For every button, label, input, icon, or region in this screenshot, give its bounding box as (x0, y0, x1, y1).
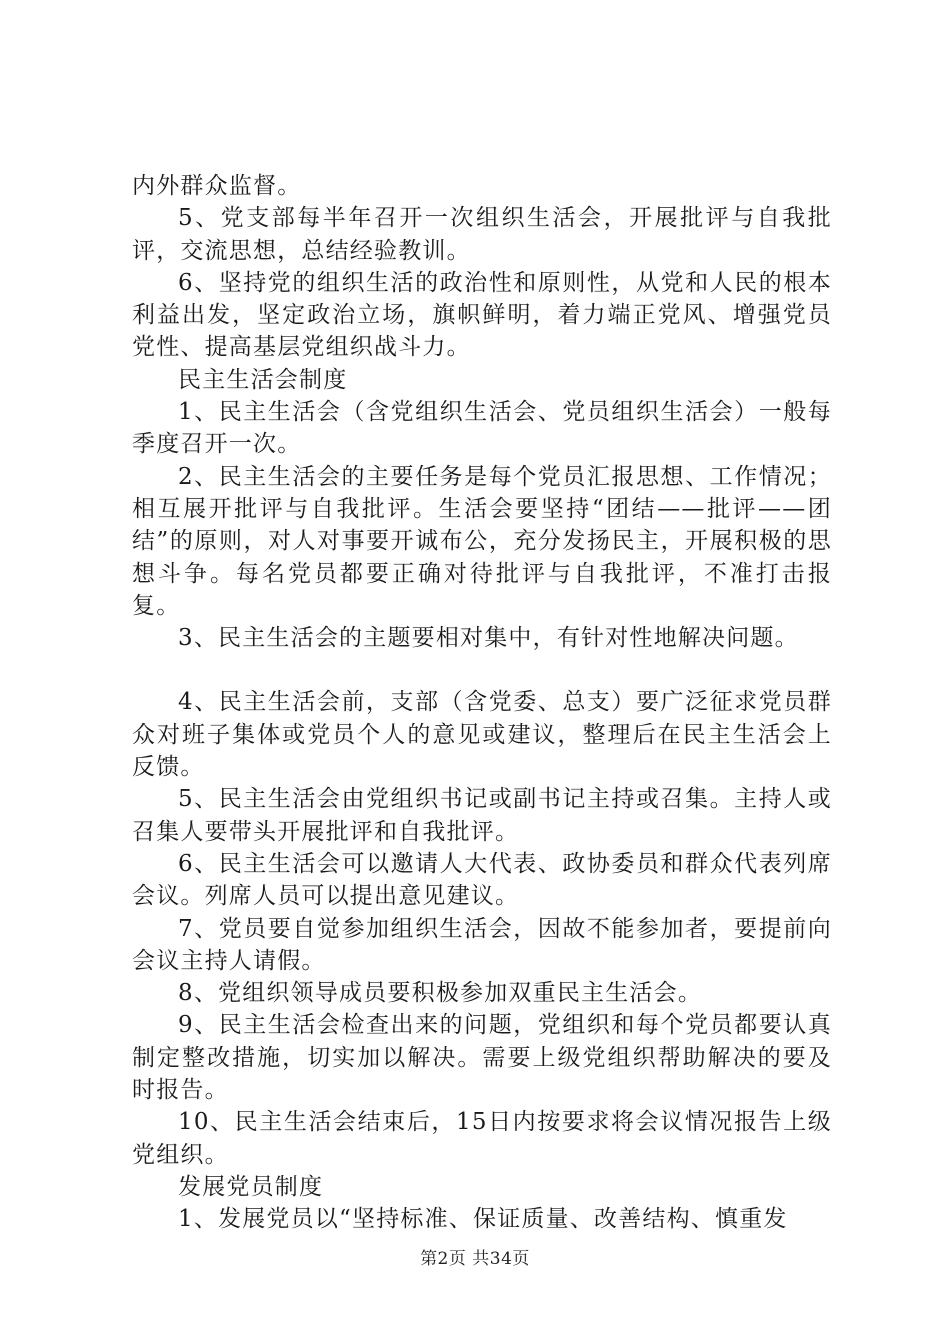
paragraph: 2、民主生活会的主要任务是每个党员汇报思想、工作情况；相互展开批评与自我批评。生活会要坚持“团结——批评——团结”的原则，对人对事要开诚布公，充分发扬民主，开展积极的思想斗争。每名党员都要正确对待批评与自我批评，不准打击报复。 (132, 463, 832, 619)
paragraph: 5、民主生活会由党组织书记或副书记主持或召集。主持人或召集人要带头开展批评和自我批评。 (132, 786, 832, 845)
document-body (132, 170, 832, 1236)
paragraph: 7、党员要自觉参加组织生活会，因故不能参加者，要提前向会议主持人请假。 (132, 915, 832, 974)
section-heading: 民主生活会制度 (178, 366, 348, 393)
paragraph: 1、发展党员以“坚持标准、保证质量、改善结构、慎重发 (178, 1206, 788, 1233)
paragraph: 3、民主生活会的主题要相对集中，有针对性地解决问题。 (178, 625, 799, 652)
section-heading: 发展党员制度 (178, 1173, 324, 1200)
paragraph: 1、民主生活会（含党组织生活会、党员组织生活会）一般每季度召开一次。 (132, 399, 832, 458)
paragraph: 6、民主生活会可以邀请人大代表、政协委员和群众代表列席会议。列席人员可以提出意见建议。 (132, 850, 832, 910)
paragraph: 8、党组织领导成员要积极参加双重民主生活会。 (178, 980, 703, 1007)
paragraph: 4、民主生活会前，支部（含党委、总支）要广泛征求党员群众对班子集体或党员个人的意见或建议，整理后在民主生活会上反馈。 (132, 689, 832, 781)
paragraph: 6、坚持党的组织生活的政治性和原则性，从党和人民的根本利益出发，坚定政治立场，旗帜鲜明，着力端正党风、增强党员党性、提高基层党组织战斗力。 (132, 269, 832, 361)
page-number-footer: 第2页 共34页 (420, 1249, 530, 1269)
paragraph: 内外群众监督。 (132, 173, 302, 199)
paragraph: 5、党支部每半年召开一次组织生活会，开展批评与自我批评，交流思想，总结经验教训。 (132, 205, 832, 264)
paragraph: 10、民主生活会结束后，15日内按要求将会议情况报告上级党组织。 (132, 1109, 832, 1168)
paragraph: 9、民主生活会检查出来的问题，党组织和每个党员都要认真制定整改措施，切实加以解决。需要上级党组织帮助解决的要及时报告。 (132, 1012, 832, 1104)
